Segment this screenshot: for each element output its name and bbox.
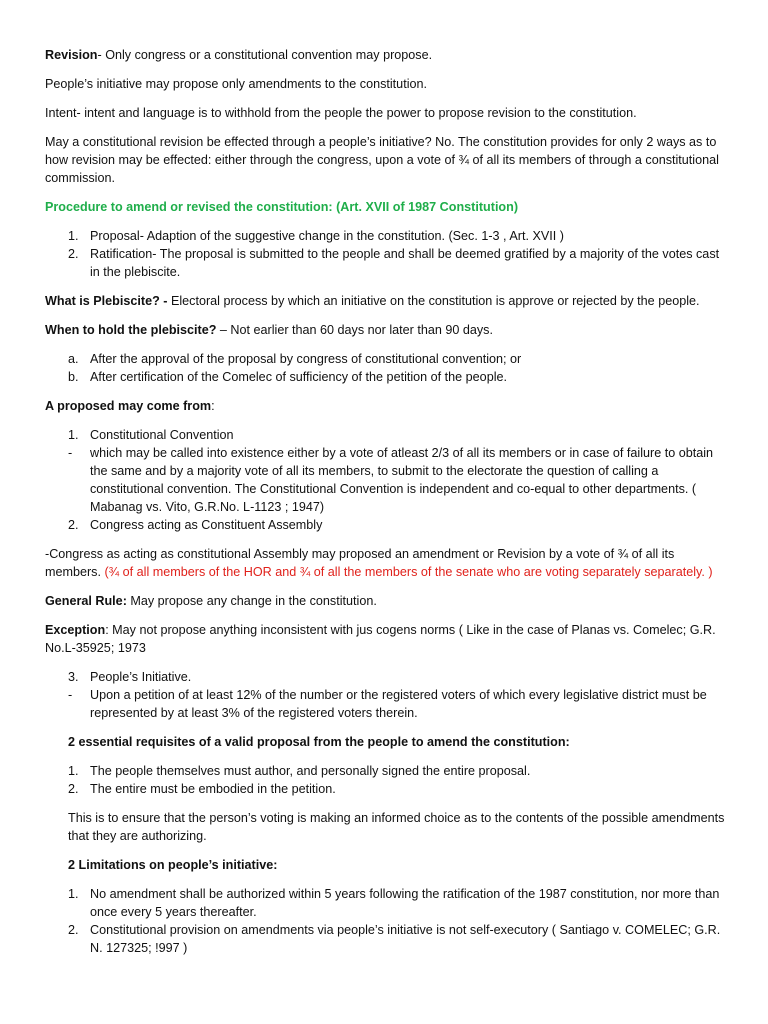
list-item: [45, 350, 729, 368]
list-item-text: Upon a petition of at least 12% of the number or the registered voters of which every legislative district must be represented by at least 3% of the registered voters therein.: [90, 688, 707, 720]
list-item-text: The people themselves must author, and personally signed the entire proposal.: [90, 764, 531, 778]
list-marker: -: [68, 446, 73, 460]
list-item-text: Ratification- The proposal is submitted to the people and shall be deemed gratified by a majority of the votes cast in the plebiscite.: [90, 247, 720, 279]
list-marker: 2.: [68, 923, 79, 937]
proposal-source-list: [45, 426, 729, 534]
list-item: [45, 921, 729, 957]
revision-question: May a constitutional revision be effected through a people’s initiative? No. The constitution provides for only 2 ways as to how revision may be effected: either through the congress, upon a vote of ¾ of all its members of through a constitutional commission.: [45, 135, 719, 185]
revision-text: - Only congress or a constitutional convention may propose.: [97, 48, 433, 62]
list-item-text: Constitutional Convention: [90, 428, 234, 442]
list-marker: 1.: [68, 428, 79, 442]
list-item: [45, 780, 729, 798]
revision-paragraph: [45, 46, 729, 64]
list-marker: 2.: [68, 782, 79, 796]
list-marker: 2.: [68, 518, 79, 532]
exception-text: : May not propose anything inconsistent with jus cogens norms ( Like in the case of Planas vs. Comelec; G.R. No.L-35925; 1973: [45, 623, 716, 655]
list-item: [45, 885, 729, 921]
list-item-text: After the approval of the proposal by congress of constitutional convention; or: [90, 352, 522, 366]
list-item: [45, 668, 729, 686]
general-rule-label: General Rule:: [45, 594, 127, 608]
plebiscite-timing: [45, 321, 729, 339]
list-marker: 3.: [68, 670, 79, 684]
list-marker: -: [68, 688, 73, 702]
list-item: [45, 245, 729, 281]
requisites-note: This is to ensure that the person’s voting is making an informed choice as to the contents of the possible amendments that they are authorizing.: [68, 811, 725, 843]
list-marker: 2.: [68, 247, 79, 261]
list-item: [45, 444, 729, 516]
peoples-initiative-note: People’s initiative may propose only amendments to the constitution.: [45, 77, 427, 91]
plebiscite-definition: [45, 292, 729, 310]
list-item: [45, 686, 729, 722]
procedure-list: [45, 227, 729, 281]
list-item-text: Proposal- Adaption of the suggestive change in the constitution. (Sec. 1-3 , Art. XVII ): [90, 229, 564, 243]
limitations-heading-text: 2 Limitations on people’s initiative:: [68, 858, 278, 872]
proposal-source-colon: :: [211, 399, 215, 413]
limitations-list: [45, 885, 729, 957]
list-item: [45, 227, 729, 245]
requisites-heading-text: 2 essential requisites of a valid proposal from the people to amend the constitution:: [68, 735, 570, 749]
exception-label: Exception: [45, 623, 106, 637]
congress-note-text: -Congress as acting as constitutional Assembly may proposed an amendment or Revision by a vote of ¾ of all its members.: [45, 547, 675, 579]
list-item-text: No amendment shall be authorized within 5 years following the ratification of the 1987 constitution, nor more than once every 5 years thereafter.: [90, 887, 720, 919]
list-item: [45, 762, 729, 780]
general-rule: [45, 592, 729, 610]
initiative-list: [45, 668, 729, 722]
list-item-text: Congress acting as Constituent Assembly: [90, 518, 323, 532]
list-item: [45, 516, 729, 534]
list-item-text: After certification of the Comelec of sufficiency of the petition of the people.: [90, 370, 507, 384]
proposal-source-heading: [45, 397, 729, 415]
list-marker: 1.: [68, 229, 79, 243]
plebiscite-timing-text: – Not earlier than 60 days nor later than 90 days.: [216, 323, 493, 337]
list-marker: 1.: [68, 887, 79, 901]
list-item-text: which may be called into existence either by a vote of atleast 2/3 of all its members or in case of failure to obtain the same and by a majority vote of all its members, to submit to the electorate the question of calling a constitutional convention. The Constitutional Convention is independent and co-equal to other departments. ( Mabanag vs. Vito, G.R.No. L-1123 ; 1947): [90, 446, 714, 514]
list-marker: a.: [68, 352, 79, 366]
exception: [45, 621, 729, 657]
plebiscite-timing-list: [45, 350, 729, 386]
list-item: [45, 368, 729, 386]
congress-note: [45, 545, 729, 581]
list-marker: 1.: [68, 764, 79, 778]
plebiscite-text: Electoral process by which an initiative on the constitution is approve or rejected by the people.: [170, 294, 700, 308]
procedure-heading: Procedure to amend or revised the constitution: (Art. XVII of 1987 Constitution): [45, 200, 519, 214]
plebiscite-timing-label: When to hold the plebiscite?: [45, 323, 217, 337]
list-marker: b.: [68, 370, 79, 384]
general-rule-text: May propose any change in the constitution.: [126, 594, 377, 608]
revision-label: Revision: [45, 48, 98, 62]
limitations-heading: [45, 856, 729, 874]
list-item-text: The entire must be embodied in the petition.: [90, 782, 336, 796]
congress-note-red: (¾ of all members of the HOR and ¾ of all the members of the senate who are voting separately separately. ): [104, 565, 713, 579]
list-item: [45, 426, 729, 444]
list-item-text: Constitutional provision on amendments via people’s initiative is not self-executory ( Santiago v. COMELEC; G.R. N. 127325; !997 ): [90, 923, 721, 955]
requisites-list: [45, 762, 729, 798]
requisites-heading: [45, 733, 729, 751]
document-body: [45, 46, 729, 968]
plebiscite-label: What is Plebiscite? -: [45, 294, 171, 308]
proposal-source-label: A proposed may come from: [45, 399, 212, 413]
list-item-text: People’s Initiative.: [90, 670, 192, 684]
intent-note: Intent- intent and language is to withhold from the people the power to propose revision to the constitution.: [45, 106, 637, 120]
